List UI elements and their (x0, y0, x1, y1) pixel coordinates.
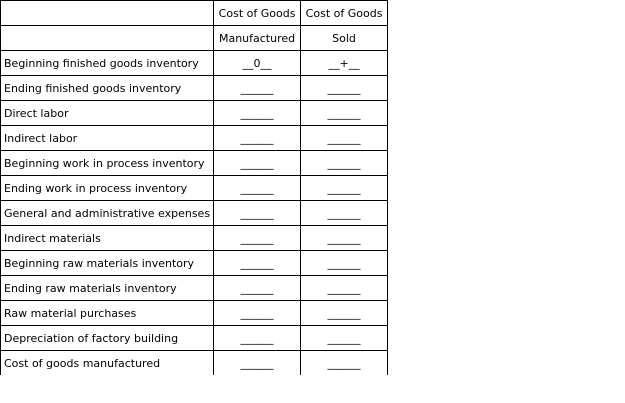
sold-answer-blank[interactable] (301, 126, 388, 151)
row-label: Ending work in process inventory (1, 176, 214, 201)
header-row-2 (1, 26, 388, 51)
manufactured-answer-blank[interactable] (214, 251, 301, 276)
manufactured-answer-text: __0__ (242, 56, 272, 70)
table-row (1, 176, 388, 201)
table-row (1, 51, 388, 76)
manufactured-answer-blank[interactable] (214, 301, 301, 326)
table-row (1, 126, 388, 151)
table-row (1, 226, 388, 251)
sold-answer-blank[interactable] (301, 176, 388, 201)
sold-answer-text: __+__ (328, 56, 360, 70)
table-row (1, 201, 388, 226)
sold-answer-text: ______ (327, 81, 361, 95)
manufactured-answer-text: ______ (240, 206, 274, 220)
sold-answer-text: ______ (327, 331, 361, 345)
sold-answer-blank[interactable] (301, 76, 388, 101)
manufactured-answer-text: ______ (240, 181, 274, 195)
sold-answer-blank[interactable] (301, 251, 388, 276)
sold-answer-blank[interactable] (301, 276, 388, 301)
manufactured-answer-blank[interactable] (214, 226, 301, 251)
manufactured-answer-blank[interactable] (214, 326, 301, 351)
manufactured-answer-blank[interactable] (214, 101, 301, 126)
row-label: Beginning work in process inventory (1, 151, 214, 176)
manufactured-answer-blank[interactable] (214, 351, 301, 376)
manufactured-answer-text: ______ (240, 231, 274, 245)
manufactured-answer-text: ______ (240, 156, 274, 170)
row-label: Direct labor (1, 101, 214, 126)
row-label: Raw material purchases (1, 301, 214, 326)
manufactured-answer-text: ______ (240, 106, 274, 120)
row-label: Indirect labor (1, 126, 214, 151)
header-cost-of-goods-sold-line1: Cost of Goods (301, 1, 388, 26)
row-label: Beginning finished goods inventory (1, 51, 214, 76)
sold-answer-text: ______ (327, 256, 361, 270)
sold-answer-blank[interactable] (301, 301, 388, 326)
sold-answer-text: ______ (327, 281, 361, 295)
sold-answer-text: ______ (327, 206, 361, 220)
table-row (1, 251, 388, 276)
row-label: Cost of goods manufactured (1, 351, 214, 376)
sold-answer-text: ______ (327, 306, 361, 320)
manufactured-answer-blank[interactable] (214, 76, 301, 101)
manufactured-answer-blank[interactable] (214, 126, 301, 151)
row-label: Indirect materials (1, 226, 214, 251)
row-label: General and administrative expenses (1, 201, 214, 226)
row-label: Ending finished goods inventory (1, 76, 214, 101)
manufactured-answer-text: ______ (240, 306, 274, 320)
table-row (1, 351, 388, 376)
row-label: Ending raw materials inventory (1, 276, 214, 301)
manufactured-answer-text: ______ (240, 331, 274, 345)
manufactured-answer-text: ______ (240, 281, 274, 295)
manufactured-answer-blank[interactable] (214, 276, 301, 301)
sold-answer-blank[interactable] (301, 351, 388, 376)
sold-answer-blank[interactable] (301, 51, 388, 76)
sold-answer-blank[interactable] (301, 151, 388, 176)
table-row (1, 326, 388, 351)
manufactured-answer-blank[interactable] (214, 51, 301, 76)
table-row (1, 151, 388, 176)
header-manufactured-label: Manufactured (214, 26, 301, 51)
manufactured-answer-blank[interactable] (214, 201, 301, 226)
manufactured-answer-blank[interactable] (214, 151, 301, 176)
table-row (1, 101, 388, 126)
row-label: Depreciation of factory building (1, 326, 214, 351)
sold-answer-text: ______ (327, 156, 361, 170)
header-sold-label: Sold (301, 26, 388, 51)
manufactured-answer-blank[interactable] (214, 176, 301, 201)
table-row (1, 301, 388, 326)
manufactured-answer-text: ______ (240, 256, 274, 270)
sold-answer-blank[interactable] (301, 101, 388, 126)
sold-answer-blank[interactable] (301, 201, 388, 226)
sold-answer-text: ______ (327, 231, 361, 245)
sold-answer-blank[interactable] (301, 326, 388, 351)
manufactured-answer-text: ______ (240, 131, 274, 145)
sold-answer-text: ______ (327, 131, 361, 145)
sold-answer-text: ______ (327, 356, 361, 370)
header-cost-of-goods-manufactured-line1: Cost of Goods (214, 1, 301, 26)
sold-answer-blank[interactable] (301, 226, 388, 251)
header-blank-cell (1, 26, 214, 51)
sold-answer-text: ______ (327, 181, 361, 195)
manufactured-answer-text: ______ (240, 81, 274, 95)
sold-answer-text: ______ (327, 106, 361, 120)
row-label: Beginning raw materials inventory (1, 251, 214, 276)
header-row-1 (1, 1, 388, 26)
header-blank-cell (1, 1, 214, 26)
table-row (1, 76, 388, 101)
manufactured-answer-text: ______ (240, 356, 274, 370)
table-row (1, 276, 388, 301)
